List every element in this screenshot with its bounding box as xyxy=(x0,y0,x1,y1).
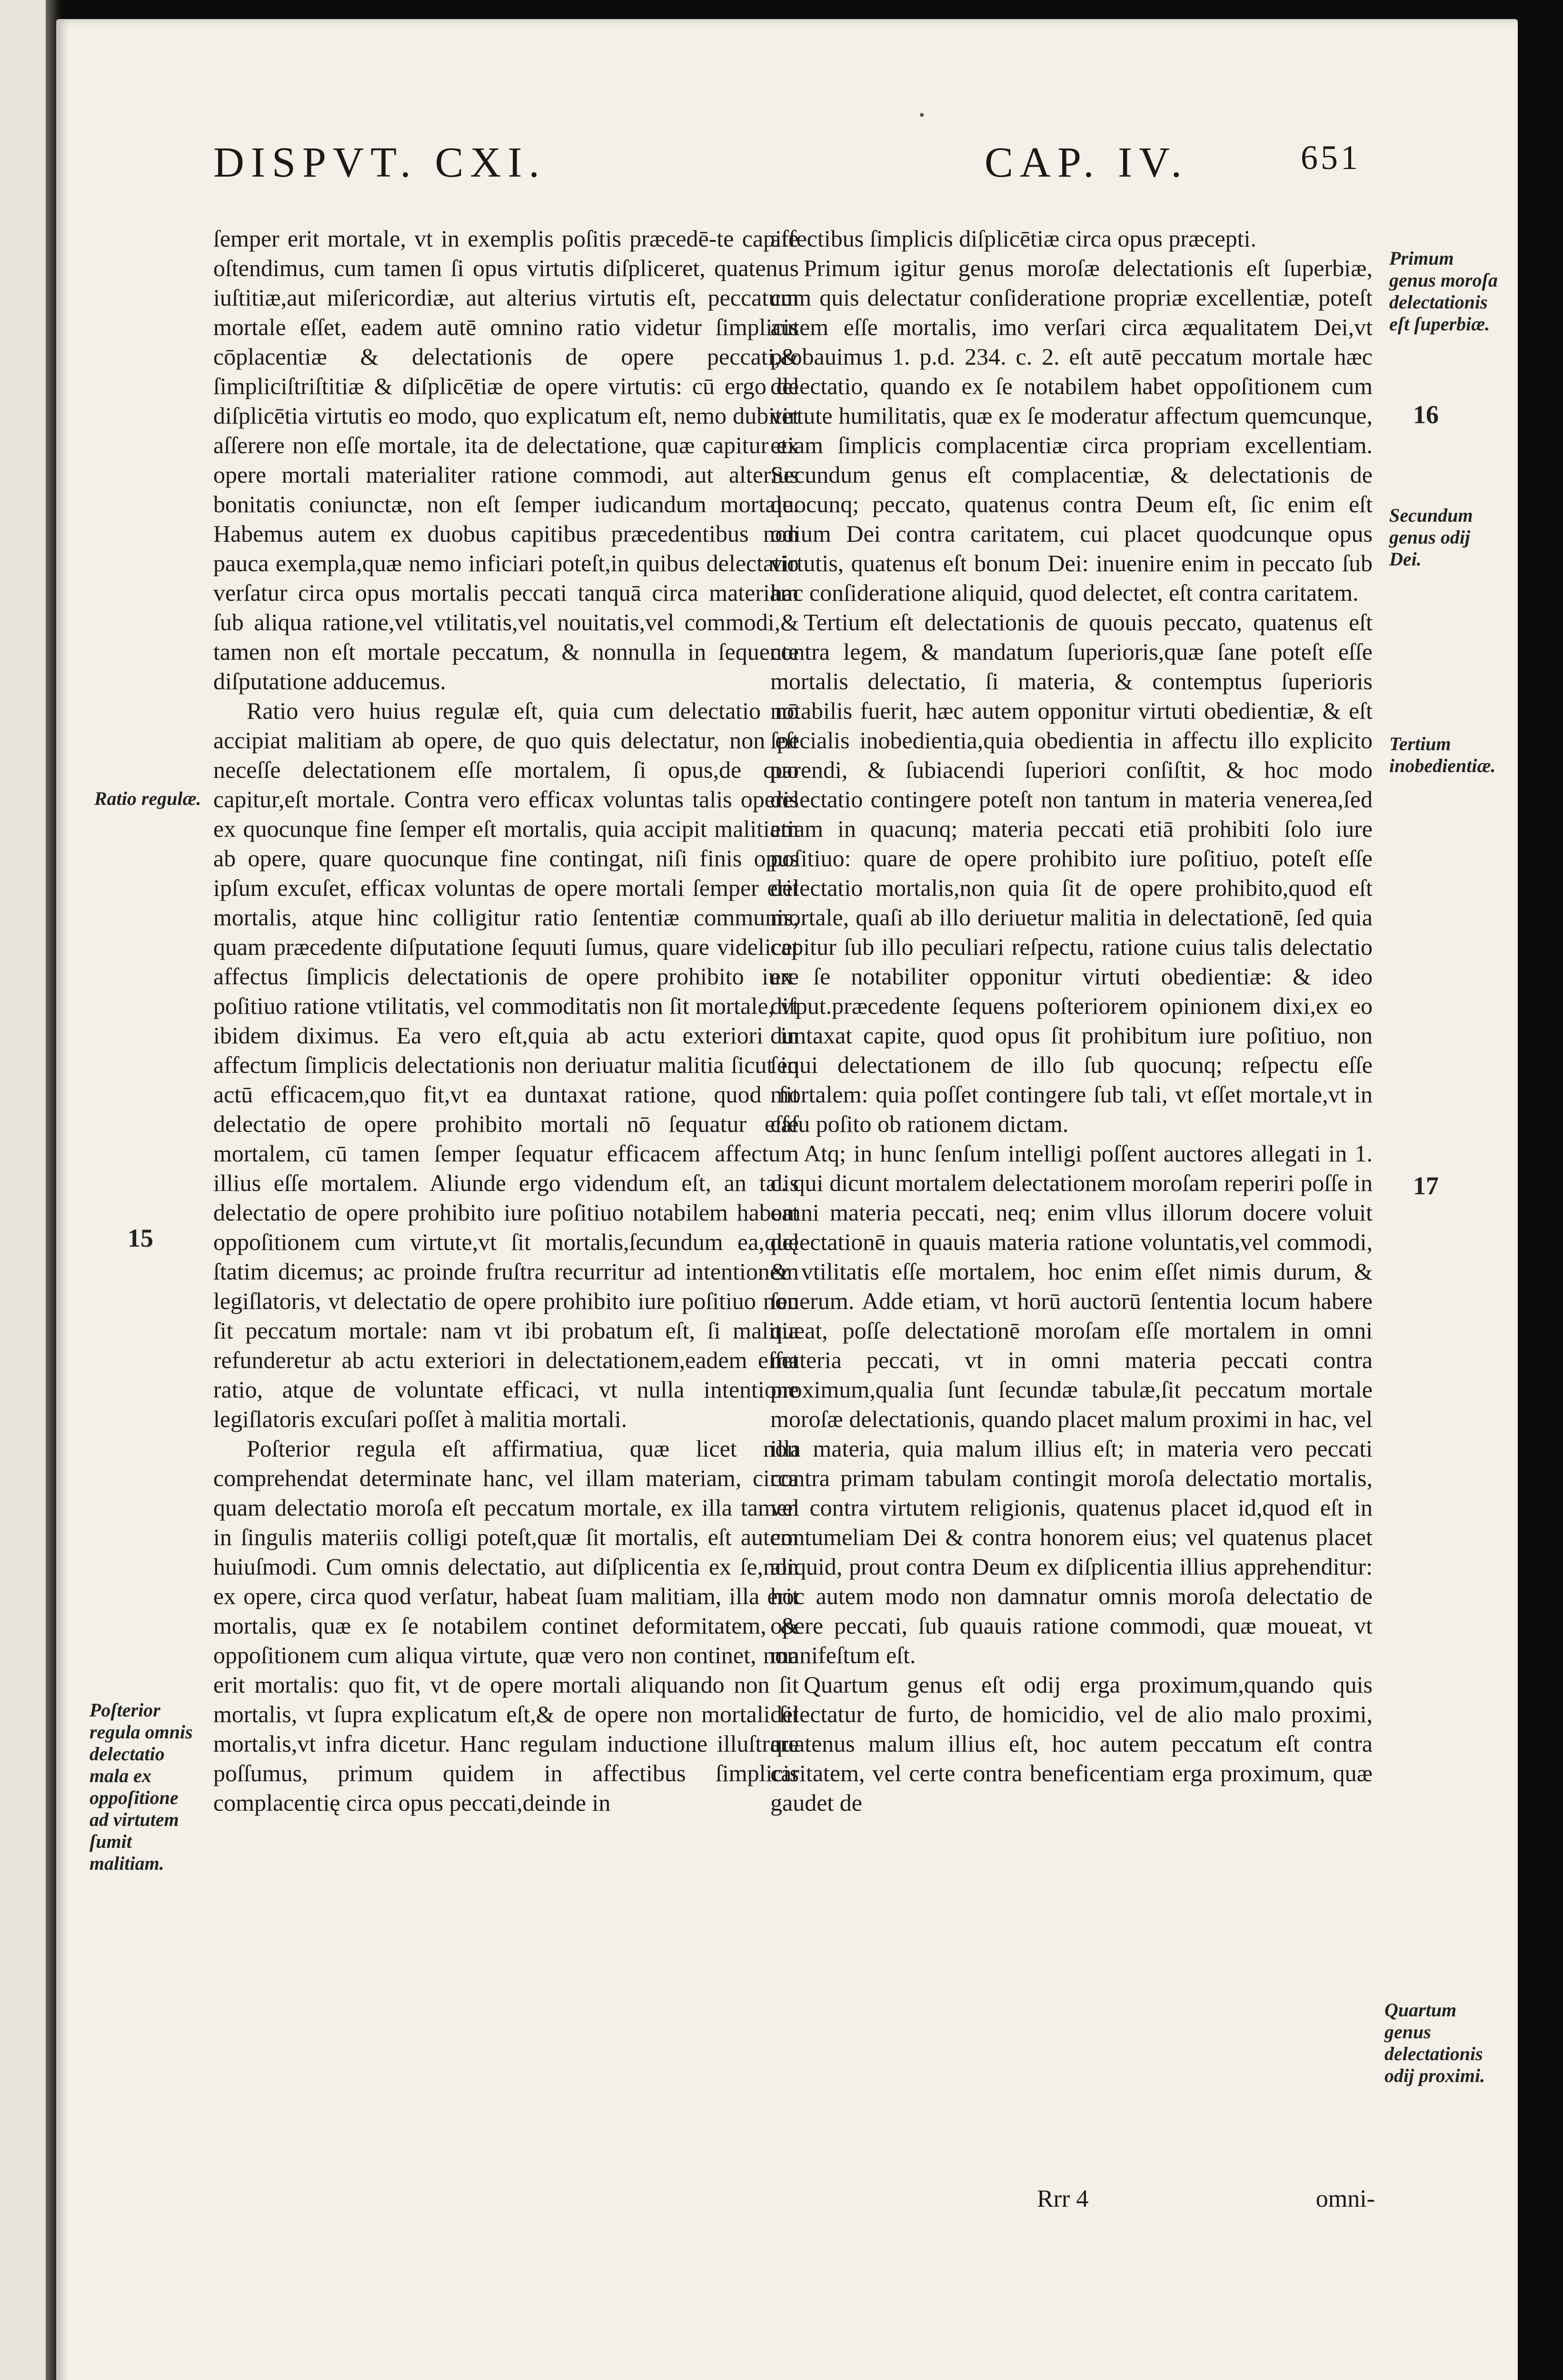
margin-note-tertium: Tertium inobedientiæ. xyxy=(1389,733,1496,776)
section-number-15: 15 xyxy=(128,1224,153,1252)
book-page xyxy=(56,19,1518,2380)
left-text-column xyxy=(213,224,799,1817)
paragraph: affectibus ſimplicis diſplicētiæ circa opus præcepti. xyxy=(770,225,1257,252)
signature-mark: Rrr 4 xyxy=(1037,2185,1089,2212)
margin-note-secundum-genus: Secundum genus odij Dei. xyxy=(1389,505,1473,570)
running-header xyxy=(213,138,1361,195)
paragraph: Ratio vero huius regulæ eſt, quia cum delectatio nō accipiat malitiam ab opere, de quo quis delectatur, non eſt neceſſe delectationem eſſe mortalem, ſi opus,de quo capitur,eſt mortale. Contra vero efficax voluntas talis operis ex quocunque fine ſemper eſt mortalis, quia accipit malitiam ab opere, quare quocunque fine contingat, niſi finis opus ipſum excuſet, efficax voluntas de opere mortali ſemper erit mortalis, atque hinc colligitur ratio ſententiæ communis, quam præcedente diſputatione ſequuti ſumus, quare videlicet affectus ſimplicis delectationis de opere prohibito iure poſitiuo ratione vtilitatis, vel commoditatis non ſit mortale, vt ibidem diximus. Ea vero eſt,quia ab actu exteriori in affectum ſimplicis delectationis non deriuatur malitia ſicut in actū efficacem,quo fit,vt ea duntaxat ratione, quod ſit delectatio de opere prohibito mortali nō ſequatur eſſe mortalem, cū tamen ſemper ſequatur efficacem affectum illius eſſe mortalem. Aliunde ergo videndum eſt, an talis delectatio de opere prohibito iure poſitiuo notabilem habeat oppoſitionem cum virtute,vt ſit mortalis,ſecundum ea,quę ſtatim dicemus; ac proinde fruſtra recurritur ad intentionem legiſlatoris, vt delectatio de opere prohibito iure poſitiuo non ſit peccatum mortale: nam vt ibi probatum eſt, ſi malitia refunderetur ab actu exteriori in delectationem,eadem eſſet ratio, atque de voluntate efficaci, vt nulla intentione legiſlatoris excuſari poſſet à malitia mortali. xyxy=(213,697,799,1432)
margin-note-posterior-regula: Poſterior regula omnis delectatio mala ex oppoſitione ad virtutem ſumit malitiam. xyxy=(90,1699,193,1874)
paragraph: ſemper erit mortale, vt in exemplis poſitis præcedē-te capite oſtendimus, cum tamen ſi opus virtutis diſpliceret, quatenus iuſtitiæ,aut miſericordiæ, aut alterius virtutis eſt, peccatum mortale eſſet, eadem autē omnino ratio videtur ſimplicis cōplacentiæ & delectationis de opere peccati,& ſimpliciſtriſtitiæ & diſplicētiæ de opere virtutis: cū ergo de diſplicētia virtutis eo modo, quo explicatum eſt, nemo dubitet aſſerere non eſſe mortale, ita de delectatione, quæ capitur ex opere mortali materialiter ratione commodi, aut alterius bonitatis coniunctæ, non eſt ſemper iudicandum mortale. Habemus autem ex duobus capitibus præcedentibus non pauca exempla,quæ nemo inficiari poteſt,in quibus delectatio verſatur circa opus mortalis peccati tanquā circa materiam ſub aliqua ratione,vel vtilitatis,vel nouitatis,vel commodi,& tamen non eſt mortale peccatum, & nonnulla in ſequente diſputatione adducemus. xyxy=(213,225,799,694)
paragraph: Tertium eſt delectationis de quouis peccato, quatenus eſt contra legem, & mandatum ſuperioris,quæ ſane poteſt eſſe mortalis delectatio, ſi materia, & contemptus ſuperioris notabilis fuerit, hæc autem opponitur virtuti obedientiæ, & eſt ſpecialis inobedientia,quia obedientia in affectu illo explicito parendi, & ſubiacendi ſuperiori conſiſtit, & hoc modo delectatio contingere poteſt non tantum in materia venerea,ſed etiam in quacunq; materia peccati etiā prohibiti ſolo iure poſitiuo: quare de opere prohibito iure poſitiuo, poteſt eſſe delectatio mortalis,non quia ſit de opere prohibito,quod eſt mortale, quaſi ab illo deriuetur malitia in delectationē, ſed quia capitur ſub illo peculiari reſpectu, ratione cuius talis delectatio ex ſe notabiliter opponitur virtuti obedientiæ: & ideo diſput.præcedente ſequens poſteriorem opinionem dixi,ex eo duntaxat capite, quod opus ſit prohibitum iure poſitiuo, non ſequi delectationem de illo ſub quocunq; reſpectu eſſe mortalem: quia poſſet contingere ſub tali, vt eſſet mortale,vt in caſu poſito ob rationem dictam. xyxy=(770,609,1373,1137)
paragraph: Primum igitur genus moroſæ delectationis eſt ſuperbiæ, cum quis delectatur conſideratione propriæ excellentiæ, poteſt autem eſſe mortalis, imo verſari circa æqualitatem Dei,vt probauimus 1. p.d. 234. c. 2. eſt autē peccatum mortale hæc delectatio, quando ex ſe notabilem habet oppoſitionem cum virtute humilitatis, quæ ex ſe moderatur affectum quemcunque, etiam ſimplicis complacentiæ circa propriam excellentiam. Secundum genus eſt complacentiæ, & delectationis de quocunq; peccato, quatenus contra Deum eſt, ſic enim eſt odium Dei contra caritatem, cui placet quodcunque opus virtutis, quatenus eſt bonum Dei: inuenire enim in peccato ſub hac conſideratione aliquid, quod delectet, eſt contra caritatem. xyxy=(770,255,1373,606)
header-chapter: CAP. IV. xyxy=(985,139,1188,186)
margin-note-primum-genus: Primum genus moroſa delectationis eſt ſuperbiæ. xyxy=(1389,248,1498,335)
section-number-17: 17 xyxy=(1413,1171,1439,1200)
page-number: 651 xyxy=(1301,139,1361,177)
page-footer xyxy=(1037,2185,1375,2218)
right-text-column xyxy=(770,224,1373,1817)
paragraph: Atq; in hunc ſenſum intelligi poſſent auctores allegati in 1. c. qui dicunt mortalem delectationem moroſam reperiri poſſe in omni materia peccati, neq; enim vllus illorum docere voluit delectationē in quauis materia ratione voluntatis,vel commodi, & vtilitatis eſſe mortalem, hoc enim eſſet nimis durum, & ſeuerum. Adde etiam, vt horū auctorū ſententia locum habere queat, poſſe delectationē moroſam eſſe mortalem in omni materia peccati, vt in omni materia peccati contra proximum,qualia ſunt ſecundæ tabulæ,ſit peccatum mortale moroſæ delectationis, quando placet malum proximi in hac, vel illa materia, quia malum illius eſt; in materia vero peccati contra primam tabulam contingit moroſa delectatio mortalis, vel contra virtutem religionis, quatenus placet id,quod eſt in contumeliam Dei & contra honorem eius; vel quatenus placet aliquid, prout contra Deum ex diſplicentia illius apprehenditur: hoc autem modo non damnatur omnis moroſa delectatio de opere peccati, ſub quauis ratione commodi, quæ moueat, vt manifeſtum eſt. xyxy=(770,1140,1373,1668)
paragraph: Quartum genus eſt odij erga proximum,quando quis delectatur de furto, de homicidio, vel de alio malo proximi, quatenus malum illius eſt, hoc autem peccatum eſt contra caritatem, vel certe contra beneficentiam erga proximum, quæ gaudet de xyxy=(770,1671,1373,1816)
margin-note-quartum-genus: Quartum genus delectationis odij proximi. xyxy=(1384,1999,1485,2086)
header-disputation: DISPVT. CXI. xyxy=(213,139,546,186)
section-number-16: 16 xyxy=(1413,400,1439,429)
paragraph: Poſterior regula eſt affirmatiua, quæ licet non comprehendat determinate hanc, vel illam materiam, circa quam delectatio moroſa eſt peccatum mortale, ex illa tamen in ſingulis materiis colligi poteſt,quæ ſit mortalis, eſt autem huiuſmodi. Cum omnis delectatio, aut diſplicentia ex ſe,non ex opere, circa quod verſatur, habeat ſuam malitiam, illa erit mortalis, quæ ex ſe notabilem continet deformitatem, & oppoſitionem cum aliqua virtute, quæ vero non continet, non erit mortalis: quo fit, vt de opere mortali aliquando non ſit mortalis, vt ſupra explicatum eſt,& de opere non mortali ſit mortalis,vt infra dicetur. Hanc regulam inductione illuſtrare poſſumus, primum quidem in affectibus ſimplicis complacentię circa opus peccati,deinde in xyxy=(213,1435,799,1816)
margin-note-ratio-regulae: Ratio regulæ. xyxy=(94,788,201,809)
ink-dot: • xyxy=(918,108,926,123)
catchword: omni- xyxy=(1315,2185,1375,2212)
